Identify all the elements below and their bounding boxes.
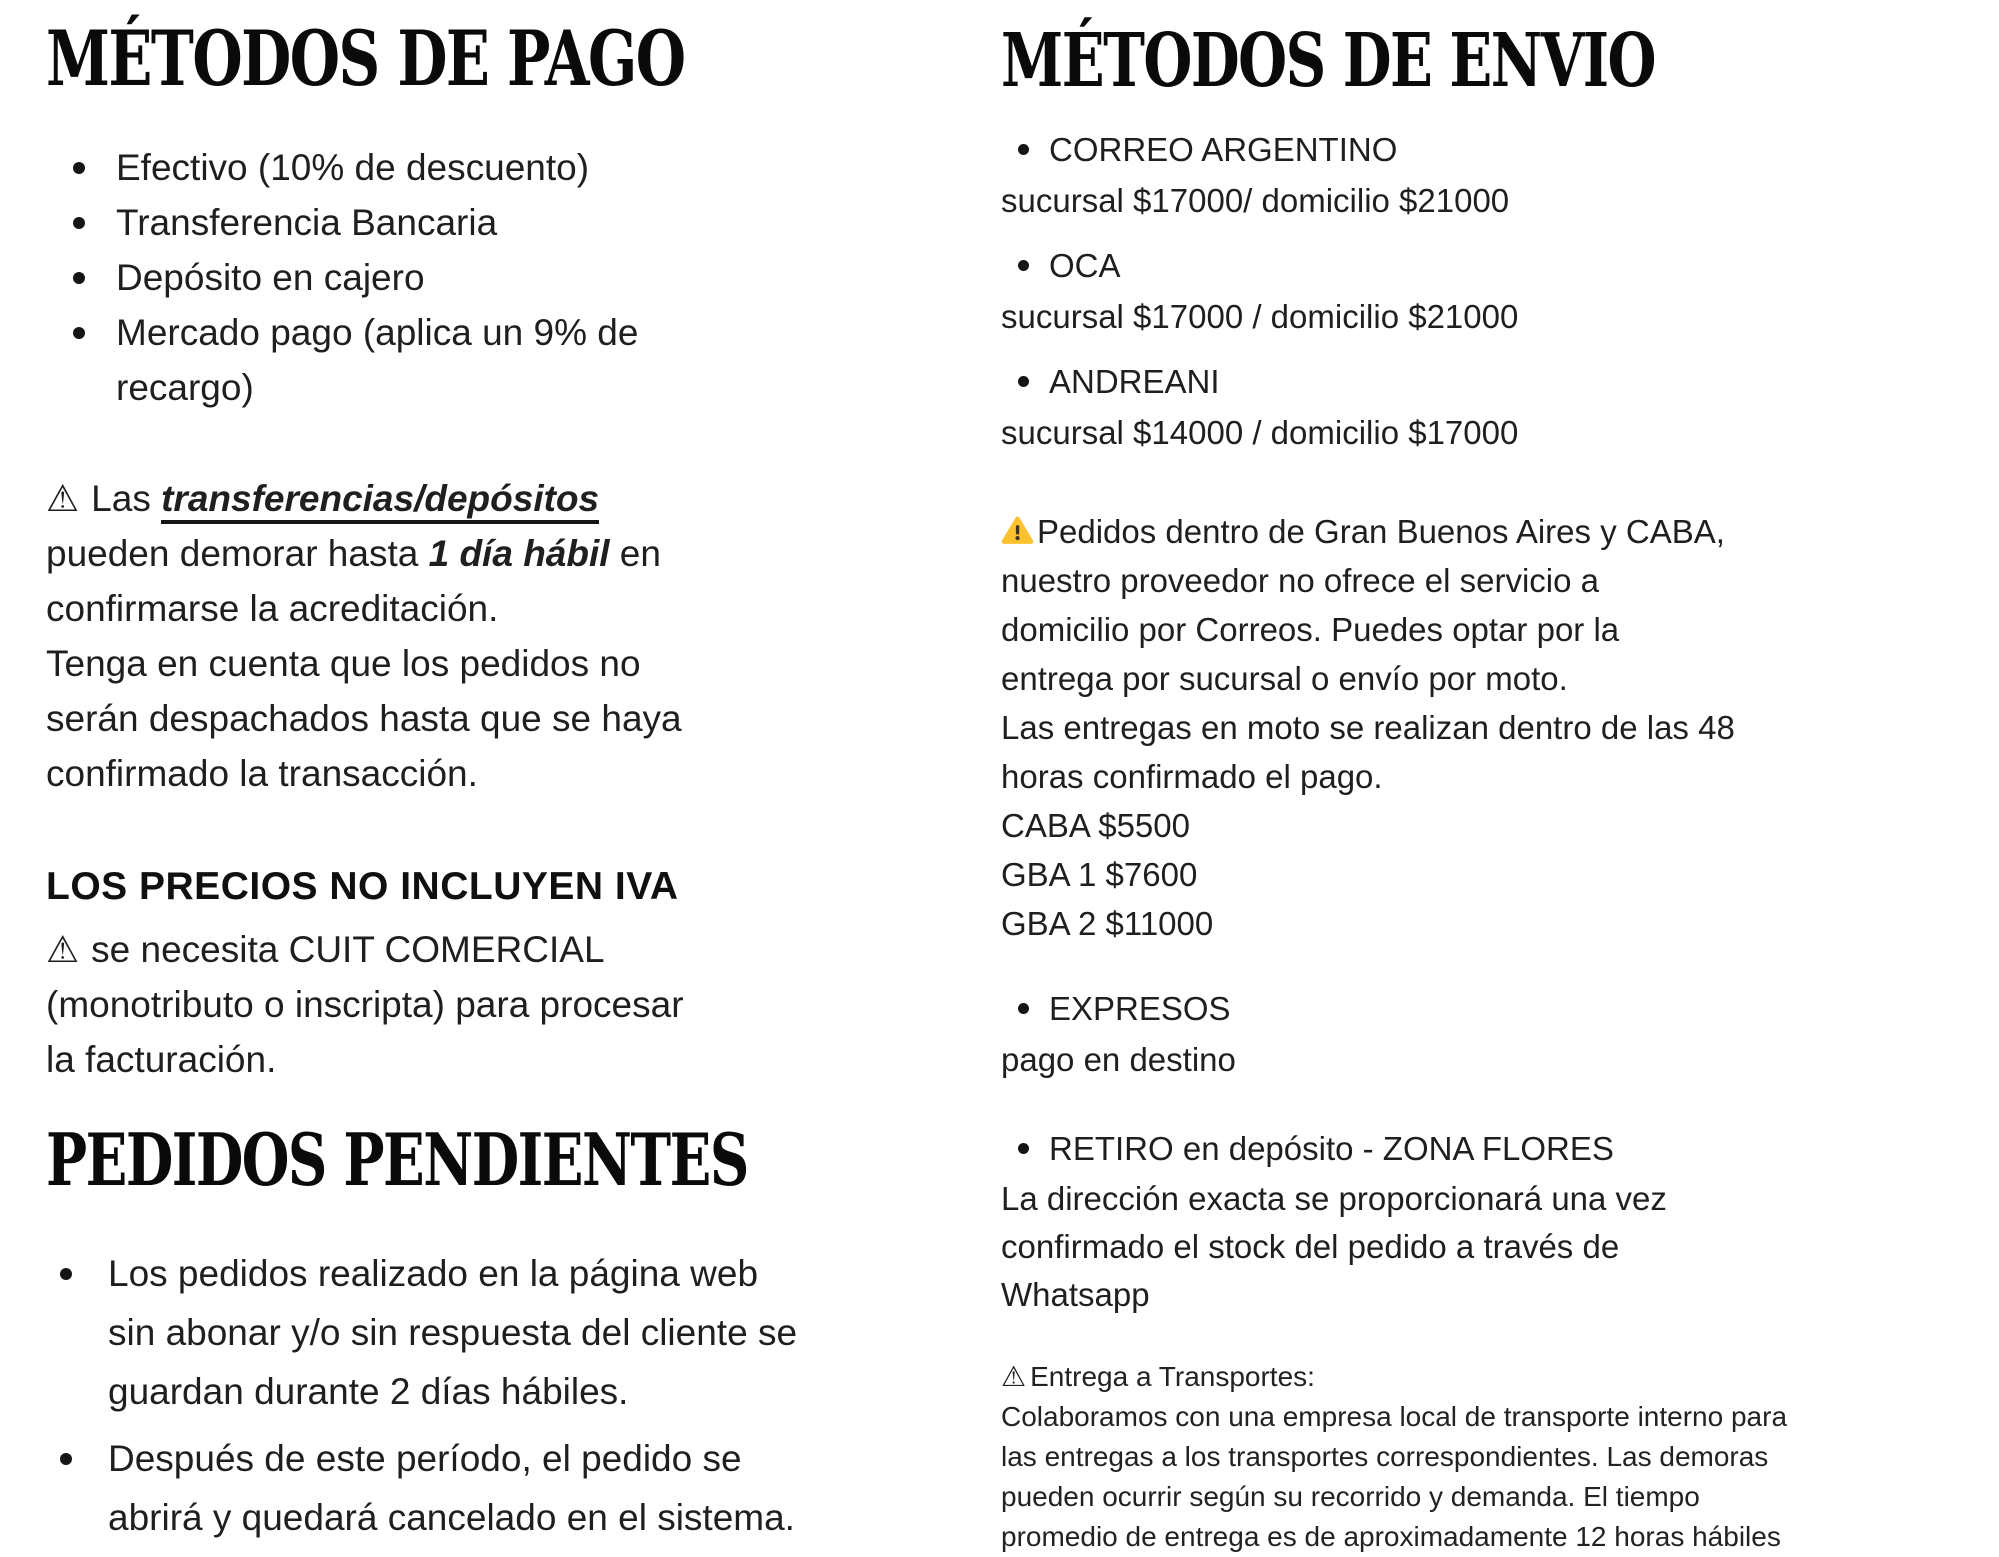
warning-text: serán despachados hasta que se haya — [46, 697, 682, 739]
transport-text: las entregas a los transportes correspondientes. Las demoras — [1001, 1441, 1769, 1473]
gba-warning-text: horas confirmado el pago. — [1001, 758, 1383, 796]
gba-warning-text: nuestro proveedor no ofrece el servicio a — [1001, 562, 1599, 600]
list-item: Efectivo (10% de descuento) — [46, 140, 981, 195]
page-title-pedidos-pendientes — [46, 1116, 981, 1202]
carrier-name: ANDREANI — [1001, 357, 1999, 406]
transport-heading: Entrega a Transportes: — [1030, 1361, 1315, 1393]
page-title-metodos-de-pago — [46, 14, 981, 103]
warning-text: pueden demorar hasta — [46, 532, 429, 574]
transport-text: pueden ocurrir según su recorrido y demanda. El tiempo — [1001, 1481, 1700, 1513]
transport-delivery-note — [1001, 1357, 1999, 1557]
underlined-phrase: transferencias/depósitos — [161, 478, 599, 524]
iva-note-text: la facturación. — [46, 1038, 277, 1080]
gba-warning-text: Pedidos dentro de Gran Buenos Aires y CABA, — [1037, 513, 1725, 551]
title-text: PEDIDOS PENDIENTES — [46, 1116, 748, 1202]
pending-orders-list — [46, 1244, 981, 1547]
iva-note-paragraph — [46, 922, 786, 1087]
warning-text: Tenga en cuenta que los pedidos no — [46, 642, 641, 684]
carrier-price: sucursal $14000 / domicilio $17000 — [1001, 414, 1519, 452]
transport-text: promedio de entrega es de aproximadamente 12 horas hábiles — [1001, 1521, 1781, 1553]
payment-methods-list — [46, 140, 981, 415]
list-item: Depósito en cajero — [46, 250, 981, 305]
warning-text: confirmarse la acreditación. — [46, 587, 499, 629]
expresos-section — [1001, 984, 1999, 1084]
retiro-note: La dirección exacta se proporcionará una vez confirmado el stock del pedido a través de Whatsapp — [1001, 1180, 1667, 1314]
title-text: MÉTODOS DE ENVIO — [1001, 18, 1656, 104]
gba-warning-paragraph — [1001, 507, 1999, 948]
list-item: Mercado pago (aplica un 9% de recargo) — [46, 305, 981, 415]
carrier-name: OCA — [1001, 241, 1999, 290]
carrier-name: CORREO ARGENTINO — [1001, 125, 1999, 174]
warning-emoji-icon — [1001, 515, 1034, 546]
iva-heading: LOS PRECIOS NO INCLUYEN IVA — [46, 864, 679, 908]
carrier-price: sucursal $17000 / domicilio $21000 — [1001, 298, 1519, 336]
bold-phrase: 1 día hábil — [428, 532, 610, 574]
list-item: Después de este período, el pedido se abrirá y quedará cancelado en el sistema. — [46, 1429, 981, 1547]
list-item: Los pedidos realizado en la página web sin abonar y/o sin respuesta del cliente se guardan durante 2 días hábiles. — [46, 1244, 981, 1421]
retiro-section — [1001, 1124, 1999, 1319]
transfer-warning-paragraph — [46, 471, 786, 801]
list-item: Transferencia Bancaria — [46, 195, 981, 250]
warning-lead: Las — [91, 477, 162, 519]
iva-note-text: (monotributo o inscripta) para procesar — [46, 983, 684, 1025]
warning-text: en — [609, 532, 661, 574]
shipping-carriers-list — [1001, 125, 1999, 457]
iva-note-text: se necesita CUIT COMERCIAL — [91, 928, 605, 970]
carrier-price: sucursal $17000/ domicilio $21000 — [1001, 182, 1510, 220]
moto-rate-caba: CABA $5500 — [1001, 807, 1190, 845]
expresos-note: pago en destino — [1001, 1041, 1236, 1079]
warning-triangle-icon: ⚠ — [1001, 1361, 1027, 1393]
left-column — [46, 14, 981, 1545]
moto-rate-gba2: GBA 2 $11000 — [1001, 905, 1214, 943]
page-title-metodos-de-envio — [1001, 18, 1999, 104]
warning-text: confirmado la transacción. — [46, 752, 478, 794]
warning-triangle-icon: ⚠ — [46, 477, 80, 519]
right-column — [1001, 18, 1999, 1553]
gba-warning-text: Las entregas en moto se realizan dentro de las 48 — [1001, 709, 1735, 747]
title-text: MÉTODOS DE PAGO — [46, 14, 685, 103]
transport-text: Colaboramos con una empresa local de transporte interno para — [1001, 1401, 1788, 1433]
moto-rate-gba1: GBA 1 $7600 — [1001, 856, 1198, 894]
expresos-label: EXPRESOS — [1001, 984, 1999, 1033]
retiro-label: RETIRO en depósito - ZONA FLORES — [1001, 1124, 1999, 1173]
warning-triangle-icon: ⚠ — [46, 928, 80, 970]
gba-warning-text: domicilio por Correos. Puedes optar por la — [1001, 611, 1620, 649]
gba-warning-text: entrega por sucursal o envío por moto. — [1001, 660, 1568, 698]
